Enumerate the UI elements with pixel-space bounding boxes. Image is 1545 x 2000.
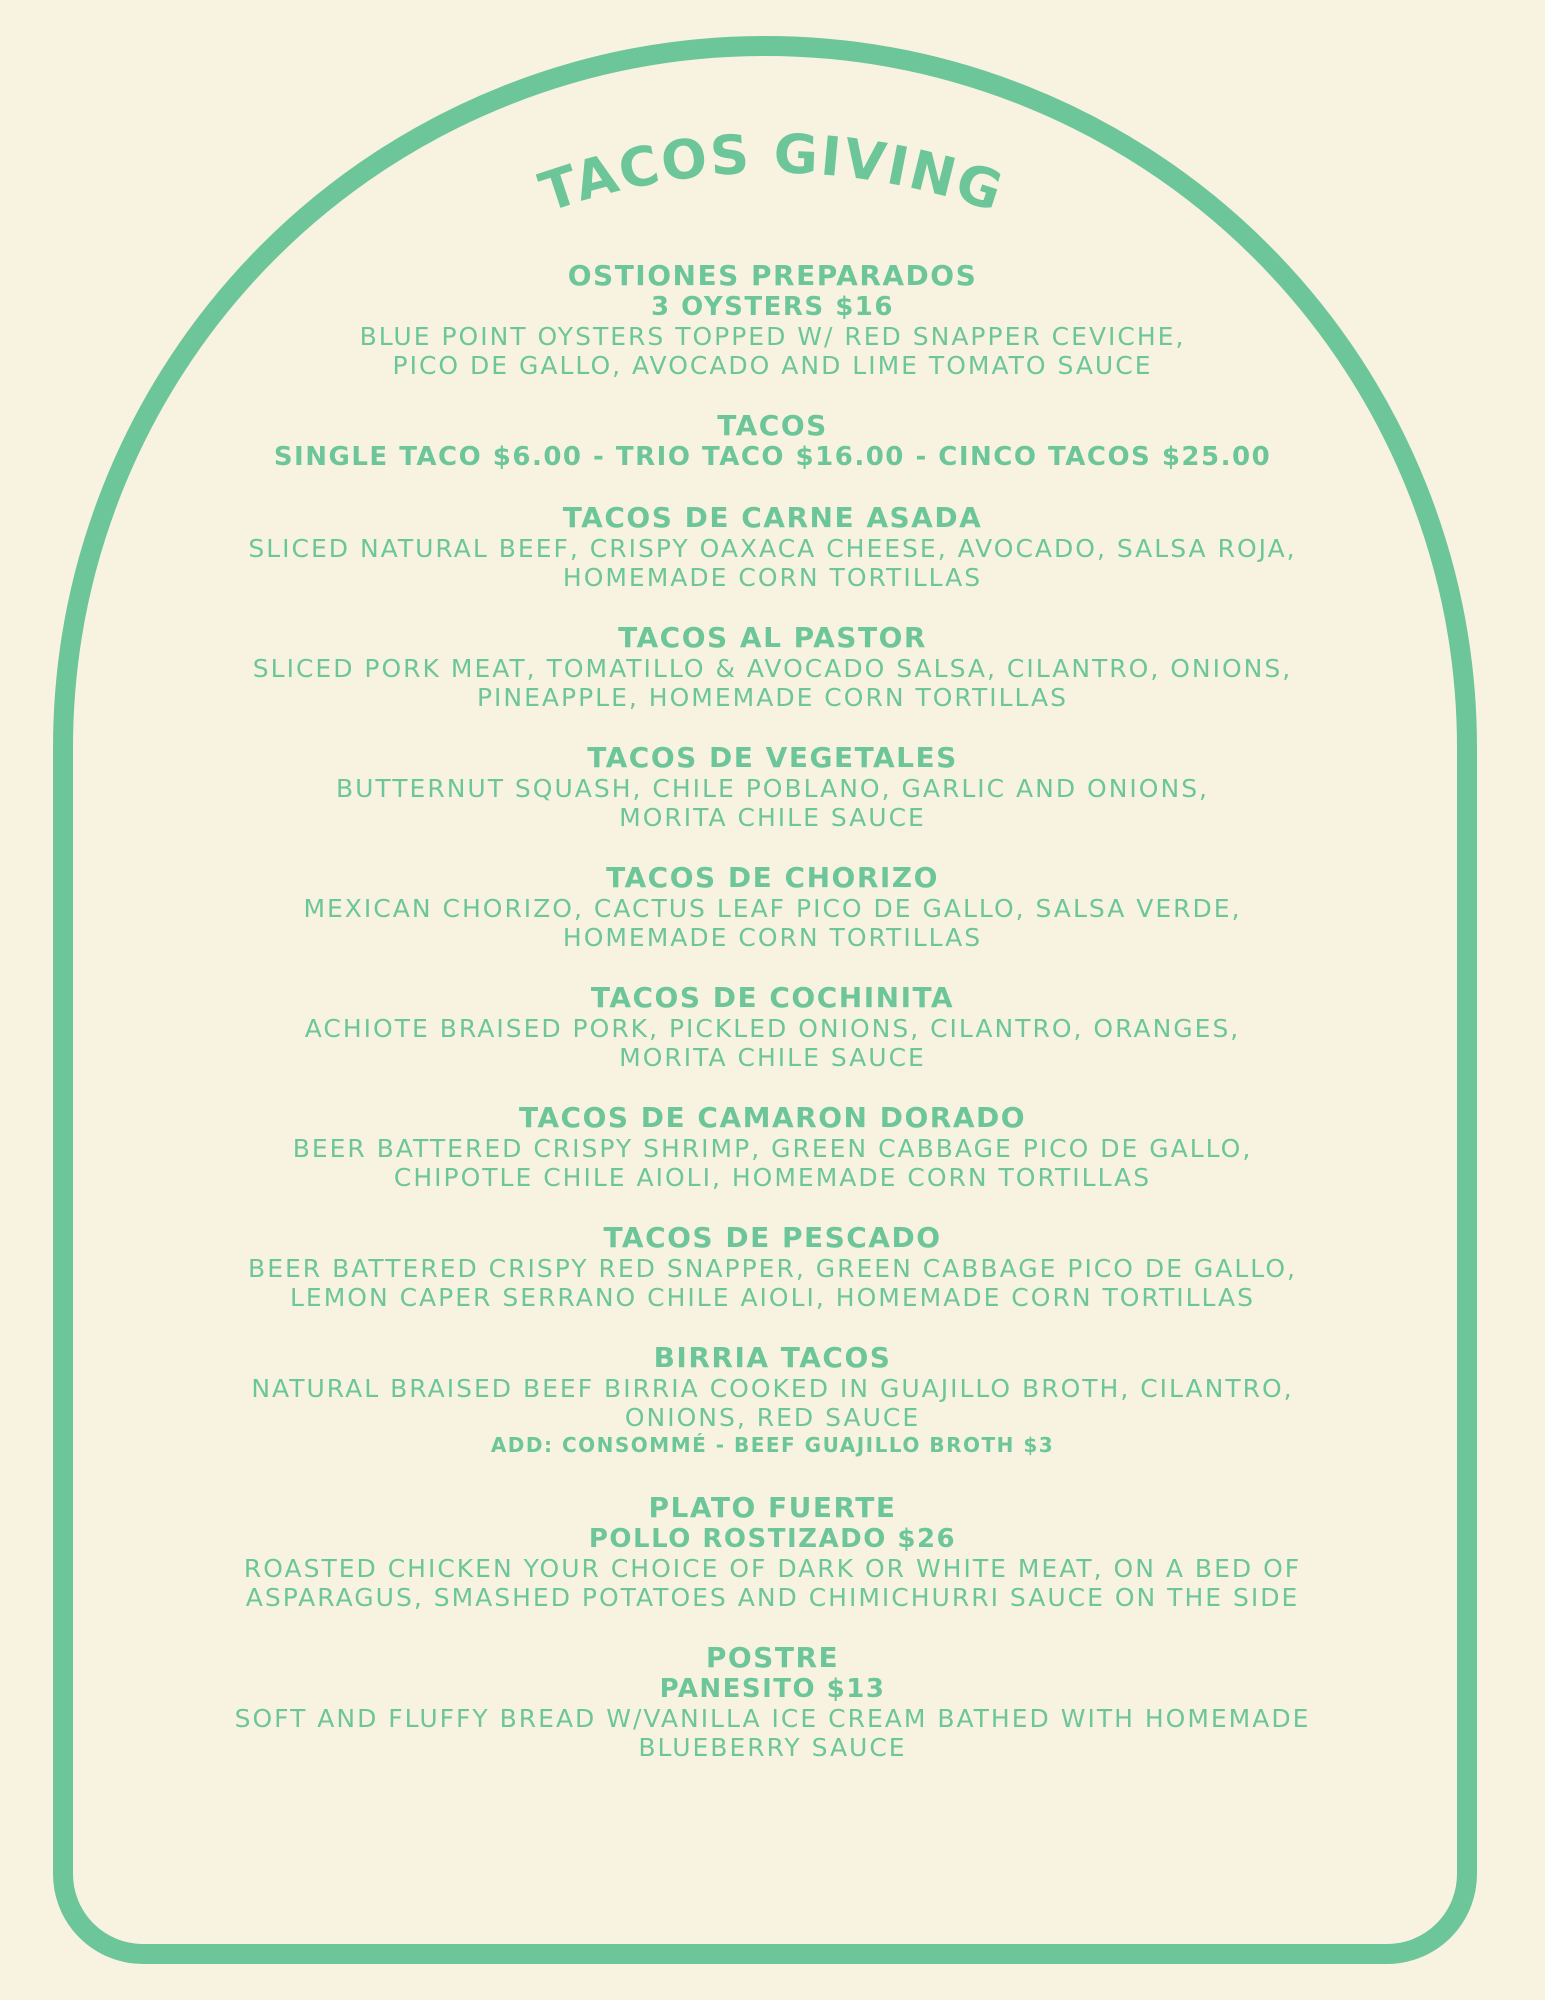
section-price: SINGLE TACO $6.00 - TRIO TACO $16.00 - CINCO TACOS $25.00 bbox=[273, 442, 1272, 472]
section-description-line: ONIONS, RED SAUCE bbox=[624, 1403, 921, 1432]
section-description-line: BLUE POINT OYSTERS TOPPED W/ RED SNAPPER CEVICHE, bbox=[359, 322, 1186, 351]
menu-title bbox=[0, 120, 1545, 230]
section-heading: PLATO FUERTE bbox=[648, 1491, 897, 1524]
section-addon: ADD: CONSOMMÉ - BEEF GUAJILLO BROTH $3 bbox=[490, 1433, 1055, 1457]
section-description-line: BEER BATTERED CRISPY SHRIMP, GREEN CABBAGE PICO DE GALLO, bbox=[292, 1134, 1253, 1163]
section-heading: TACOS DE CARNE ASADA bbox=[562, 501, 983, 534]
menu-title-text: TACOS GIVING bbox=[532, 122, 1012, 225]
section-description-line: BLUEBERRY SAUCE bbox=[638, 1733, 907, 1762]
section-description-line: ACHIOTE BRAISED PORK, PICKLED ONIONS, CILANTRO, ORANGES, bbox=[304, 1014, 1241, 1043]
section-description-line: SLICED PORK MEAT, TOMATILLO & AVOCADO SALSA, CILANTRO, ONIONS, bbox=[252, 654, 1293, 683]
section-description-line: PICO DE GALLO, AVOCADO AND LIME TOMATO SAUCE bbox=[392, 351, 1153, 380]
section-camaron bbox=[140, 1102, 1405, 1192]
section-postre bbox=[140, 1642, 1405, 1762]
section-cochinita bbox=[140, 982, 1405, 1072]
section-heading: TACOS DE VEGETALES bbox=[587, 741, 958, 774]
svg-text:TACOS GIVING bbox=[532, 122, 1011, 224]
section-description-line: MORITA CHILE SAUCE bbox=[619, 803, 926, 832]
section-heading: TACOS AL PASTOR bbox=[618, 621, 927, 654]
section-description-line: ASPARAGUS, SMASHED POTATOES AND CHIMICHURRI SAUCE ON THE SIDE bbox=[245, 1583, 1300, 1612]
section-description-line: CHIPOTLE CHILE AIOLI, HOMEMADE CORN TORTILLAS bbox=[393, 1163, 1152, 1192]
section-description-line: BUTTERNUT SQUASH, CHILE POBLANO, GARLIC AND ONIONS, bbox=[335, 774, 1210, 803]
section-vegetales bbox=[140, 742, 1405, 832]
section-heading: OSTIONES PREPARADOS bbox=[567, 259, 978, 292]
menu-content bbox=[140, 260, 1405, 1792]
section-description-line: MEXICAN CHORIZO, CACTUS LEAF PICO DE GALLO, SALSA VERDE, bbox=[303, 894, 1242, 923]
section-description-line: MORITA CHILE SAUCE bbox=[619, 1043, 926, 1072]
section-description-line: BEER BATTERED CRISPY RED SNAPPER, GREEN CABBAGE PICO DE GALLO, bbox=[248, 1254, 1297, 1283]
section-heading: BIRRIA TACOS bbox=[653, 1341, 892, 1374]
section-description-line: SLICED NATURAL BEEF, CRISPY OAXACA CHEESE, AVOCADO, SALSA ROJA, bbox=[248, 534, 1297, 563]
section-price: POLLO ROSTIZADO $26 bbox=[588, 1524, 957, 1554]
section-pescado bbox=[140, 1222, 1405, 1312]
section-description-line: ROASTED CHICKEN YOUR CHOICE OF DARK OR WHITE MEAT, ON A BED OF bbox=[243, 1554, 1302, 1583]
section-heading: POSTRE bbox=[705, 1641, 840, 1674]
section-chorizo bbox=[140, 862, 1405, 952]
section-heading: TACOS bbox=[717, 409, 828, 442]
section-description-line: NATURAL BRAISED BEEF BIRRIA COOKED IN GUAJILLO BROTH, CILANTRO, bbox=[251, 1374, 1294, 1403]
section-birria bbox=[140, 1342, 1405, 1458]
section-al-pastor bbox=[140, 622, 1405, 712]
section-price: 3 OYSTERS $16 bbox=[651, 292, 894, 322]
section-heading: TACOS DE CHORIZO bbox=[606, 861, 939, 894]
section-ostiones bbox=[140, 260, 1405, 380]
section-description-line: SOFT AND FLUFFY BREAD W/VANILLA ICE CREAM BATHED WITH HOMEMADE bbox=[234, 1704, 1311, 1733]
section-heading: TACOS DE CAMARON DORADO bbox=[518, 1101, 1027, 1134]
section-plato-fuerte bbox=[140, 1492, 1405, 1612]
section-price: PANESITO $13 bbox=[659, 1674, 886, 1704]
section-description-line: PINEAPPLE, HOMEMADE CORN TORTILLAS bbox=[476, 683, 1069, 712]
section-heading: TACOS DE PESCADO bbox=[603, 1221, 942, 1254]
section-tacos bbox=[140, 410, 1405, 472]
section-heading: TACOS DE COCHINITA bbox=[590, 981, 955, 1014]
section-carne-asada bbox=[140, 502, 1405, 592]
section-description-line: HOMEMADE CORN TORTILLAS bbox=[562, 563, 983, 592]
section-description-line: HOMEMADE CORN TORTILLAS bbox=[562, 923, 983, 952]
section-description-line: LEMON CAPER SERRANO CHILE AIOLI, HOMEMADE CORN TORTILLAS bbox=[289, 1283, 1256, 1312]
